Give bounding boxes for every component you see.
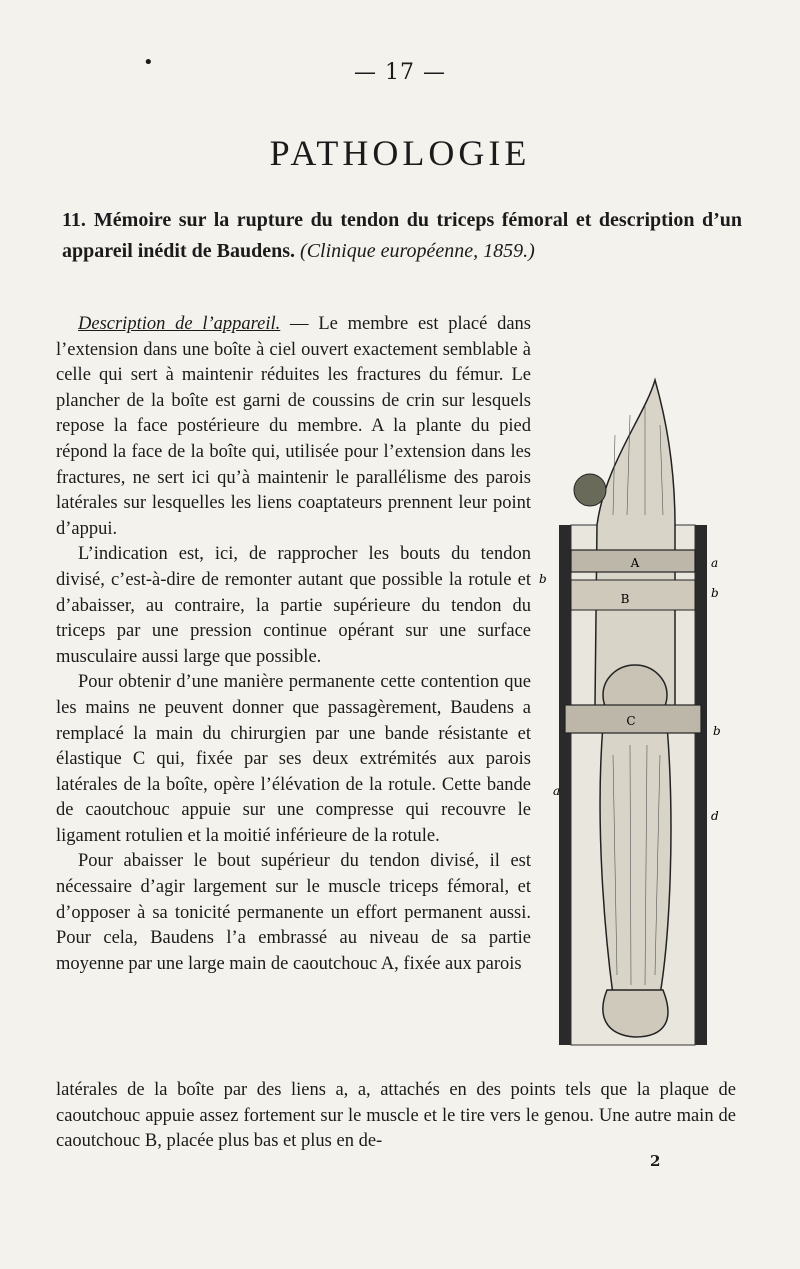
corner-mark: • xyxy=(143,52,154,73)
page-number: — 17 — xyxy=(354,60,446,85)
lower-leg-shape xyxy=(600,725,671,995)
label-d-right: d xyxy=(711,809,719,823)
paragraph-4-tail: latérales de la boîte par des liens a, a, attachés en des points tels que la plaque de caoutchouc appuie assez fortement sur le muscle et le tire vers le genou. Une autre main de caoutchouc B, placée plus bas et plus en de- xyxy=(56,1080,736,1152)
label-A: A xyxy=(630,556,640,570)
paragraph-2: L’indication est, ici, de rapprocher les bouts du tendon divisé, c’est-à-dire de remonter autant que possible la rotule et d’abaisser, au contraire, la partie supérieure du tendon du triceps par une pression continue opérant sur une surface musculaire aussi large que possible. xyxy=(56,544,531,667)
label-B: B xyxy=(620,592,630,606)
paragraph-1-text: — Le membre est placé dans l’extension dans une boîte à ciel ouvert exactement semblable à celle qui sert à maintenir réduites les fractures du fémur. Le plancher de la boîte est garni de coussins de crin sur lesquels repose la face postérieure du membre. A la plante du pied répond la face de la boîte qui, utilisée pour l’extension dans les fractures, ne sert ici qu’à maintenir le parallélisme des parois latérales sur lesquelles les liens coaptateurs prennent leur point d’appui. xyxy=(56,314,531,539)
article-source: (Clinique européenne, 1859.) xyxy=(300,240,535,262)
box-left-wall xyxy=(559,525,571,1045)
article-heading xyxy=(62,205,742,267)
label-a-left: a xyxy=(553,784,561,798)
paragraph-3: Pour obtenir d’une manière permanente cette contention que les mains ne peuvent donner que passagèrement, Baudens a remplacé la main du chirurgien par une bande résistante et élastique C qui, fixée par ses deux extrémités aux parois latérales de la boîte, opère l’élévation de la rotule. Cette bande de caoutchouc appuie sur une compresse qui recouvre le ligament rotulien et la moitié inférieure de la rotule. xyxy=(56,672,531,846)
label-C: C xyxy=(626,714,636,728)
band-b xyxy=(571,580,695,610)
label-b-lower: b xyxy=(713,724,721,738)
article-number: 11. xyxy=(62,209,86,231)
paragraph-4-start: Pour abaisser le bout supérieur du tendon divisé, il est nécessaire d’agir largement sur le muscle triceps fémoral, et d’opposer à sa tonicité permanente un effort permanent aussi. Pour cela, Baudens l’a embrassé au niveau de sa partie moyenne par une large main de caoutchouc A, fixée aux parois xyxy=(56,851,531,974)
paragraph-1 xyxy=(56,312,531,542)
box-right-wall xyxy=(695,525,707,1045)
paragraph-1-label: Description de l’appareil. xyxy=(78,314,281,334)
text-column xyxy=(56,312,531,977)
label-b-right: b xyxy=(711,586,719,600)
article-title: Mémoire sur la rupture du tendon du triceps fémoral et description d’un appareil inédit de Baudens. xyxy=(62,209,742,262)
label-b-left: b xyxy=(539,572,547,586)
leg-apparatus-illustration xyxy=(535,375,735,1050)
signature-mark: 2 xyxy=(650,1152,661,1170)
knot-tie xyxy=(574,474,606,506)
label-a-right: a xyxy=(711,556,719,570)
section-title: PATHOLOGIE xyxy=(269,133,531,173)
foot-shape xyxy=(603,990,668,1037)
